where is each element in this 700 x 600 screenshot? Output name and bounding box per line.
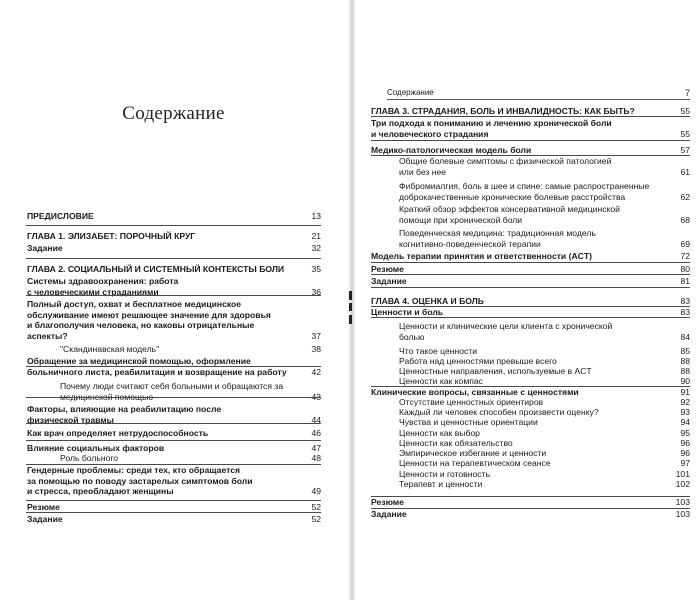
section-divider — [371, 155, 690, 156]
toc-entry-title: Резюме — [371, 497, 404, 507]
toc-entry-title: Как врач определяет нетрудоспособность — [27, 428, 209, 438]
toc-entry-page: 57 — [680, 145, 690, 155]
toc-entry-page: 94 — [680, 417, 690, 427]
toc-entry — [27, 243, 321, 254]
toc-entry-title: Ценностные направления, используемые в ACT — [399, 366, 592, 376]
toc-entry-title: ГЛАВА 2. СОЦИАЛЬНЫЙ И СИСТЕМНЫЙ КОНТЕКСТЫ БОЛИ — [27, 264, 285, 274]
toc-entry-title: Обращение за медицинской помощью, оформление — [27, 356, 251, 366]
toc-entry — [399, 407, 690, 418]
toc-entry — [371, 118, 690, 139]
toc-entry-page: 88 — [680, 356, 690, 366]
toc-entry-page: 46 — [311, 428, 321, 438]
toc-entry-title: Ценности на терапевтическом сеансе — [399, 458, 551, 468]
toc-entry-title: Задание — [27, 243, 63, 253]
toc-entry-title: когнитивно-поведенческой терапии — [399, 238, 541, 249]
toc-entry — [371, 106, 690, 117]
toc-entry — [399, 458, 690, 469]
toc-entry — [399, 397, 690, 408]
toc-entry-title: Медико-патологическая модель боли — [371, 145, 532, 155]
section-divider — [371, 496, 690, 497]
toc-entry-title: ГЛАВА 1. ЭЛИЗАБЕТ: ПОРОЧНЫЙ КРУГ — [27, 231, 196, 241]
toc-entry-page: 83 — [680, 307, 690, 317]
running-header-title: Содержание — [387, 88, 434, 97]
toc-entry — [399, 228, 690, 249]
toc-entry-title: Каждый ли человек способен произвести оценку? — [399, 407, 599, 417]
toc-entry-page: 84 — [680, 331, 690, 342]
toc-entry — [399, 366, 690, 377]
toc-entry-page: 21 — [311, 231, 321, 241]
section-divider — [371, 262, 690, 263]
toc-entry — [371, 264, 690, 275]
toc-entry-title: Модель терапии принятия и ответственности (ACT) — [371, 251, 592, 261]
toc-entry-title: ПРЕДИСЛОВИЕ — [27, 211, 94, 221]
section-divider — [371, 287, 690, 288]
toc-entry-page: 35 — [311, 264, 321, 274]
section-divider — [371, 508, 690, 509]
toc-entry — [399, 376, 690, 387]
toc-entry-title: Почему люди считают себя больными и обращаются за — [60, 381, 284, 391]
toc-entry-title: Ценности и готовность — [399, 469, 490, 479]
toc-entry-page: 52 — [311, 502, 321, 512]
section-divider — [371, 306, 690, 307]
toc-entry — [371, 307, 690, 318]
toc-entry-page: 102 — [675, 479, 690, 489]
toc-entry-page: 38 — [311, 344, 321, 354]
toc-entry — [399, 448, 690, 459]
toc-entry-page: 95 — [680, 428, 690, 438]
toc-entry-title: Полный доступ, охват и бесплатное медицинское — [27, 299, 242, 309]
toc-entry — [27, 502, 321, 513]
toc-entry-page: 101 — [675, 469, 690, 479]
toc-entry-title: аспекты? — [27, 330, 68, 341]
toc-entry-page: 81 — [680, 276, 690, 286]
toc-entry — [371, 387, 690, 398]
book-gutter — [347, 0, 356, 600]
toc-entry-title: Ценности как выбор — [399, 428, 480, 438]
toc-entry-title: и человеческого страдания — [371, 128, 489, 139]
toc-entry-title: Задание — [371, 276, 407, 286]
toc-entry-title: Резюме — [27, 502, 60, 512]
section-divider — [26, 295, 321, 296]
toc-entry-title: физической травмы — [27, 414, 115, 425]
toc-entry — [27, 465, 321, 497]
toc-entry-title: Фибромиалгия, боль в шее и спине: самые распространенные — [399, 181, 650, 191]
toc-entry — [60, 381, 321, 402]
toc-entry-title: Резюме — [371, 264, 404, 274]
toc-entry-title: Ценности как обязательство — [399, 438, 513, 448]
toc-entry-page: 96 — [680, 438, 690, 448]
toc-entry-page: 83 — [680, 296, 690, 306]
toc-entry — [399, 204, 690, 225]
toc-entry — [27, 276, 321, 297]
contents-title: Содержание — [122, 103, 225, 124]
toc-entry-title: с человеческими страданиями — [27, 286, 159, 297]
toc-entry-page: 103 — [675, 509, 690, 519]
section-divider — [26, 512, 321, 513]
toc-entry-page: 80 — [680, 264, 690, 274]
toc-entry-page: 90 — [680, 376, 690, 386]
toc-entry-title: и благополучия человека, но каковы отрицательные — [27, 320, 255, 330]
page-number: 7 — [684, 88, 690, 98]
toc-entry — [371, 509, 690, 520]
toc-entry-page: 32 — [311, 243, 321, 253]
toc-entry-page: 43 — [311, 391, 321, 402]
toc-entry-title: "Скандинавская модель" — [60, 344, 160, 354]
toc-entry — [399, 156, 690, 177]
toc-entry — [399, 346, 690, 357]
section-divider — [371, 116, 690, 117]
toc-entry-page: 92 — [680, 397, 690, 407]
toc-entry — [371, 145, 690, 156]
toc-entry-page: 42 — [311, 366, 321, 377]
section-divider — [26, 423, 321, 424]
toc-entry-title: Общие болевые симптомы с физической патологией — [399, 156, 612, 166]
toc-entry-title: Терапевт и ценности — [399, 479, 483, 489]
toc-entry-title: за помощью по поводу застарелых симптомов боли — [27, 475, 253, 486]
gutter-mark-bottom — [349, 315, 352, 324]
toc-entry — [27, 264, 321, 275]
toc-entry-title: ГЛАВА 4. ОЦЕНКА И БОЛЬ — [371, 296, 484, 306]
toc-entry-page: 55 — [680, 128, 690, 139]
toc-entry — [60, 453, 321, 464]
toc-entry — [399, 479, 690, 490]
toc-entry-title: больничного листа, реабилитация и возвращение на работу — [27, 366, 287, 377]
toc-entry — [27, 428, 321, 439]
toc-entry-title: Влияние социальных факторов — [27, 443, 165, 453]
section-divider — [371, 274, 690, 275]
toc-entry — [27, 299, 321, 341]
toc-entry-title: Чувства и ценностные ориентации — [399, 417, 538, 427]
toc-entry-title: помощи при хронической боли — [399, 214, 523, 225]
toc-entry-page: 85 — [680, 346, 690, 356]
toc-entry-title: Эмпирическое избегание и ценности — [399, 448, 547, 458]
toc-entry-title: ГЛАВА 3. СТРАДАНИЯ, БОЛЬ И ИНВАЛИДНОСТЬ: КАК БЫТЬ? — [371, 106, 635, 116]
toc-entry-title: Роль больного — [60, 453, 119, 463]
toc-entry-page: 72 — [680, 251, 690, 261]
toc-entry-title: Задание — [371, 509, 407, 519]
section-divider — [371, 140, 690, 141]
toc-entry — [399, 428, 690, 439]
section-divider — [371, 386, 690, 387]
toc-entry — [27, 404, 321, 425]
toc-entry — [399, 356, 690, 367]
toc-entry — [27, 231, 321, 242]
toc-entry — [27, 514, 321, 525]
toc-entry-title: Ценности как компас — [399, 376, 483, 386]
toc-entry — [371, 497, 690, 508]
section-divider — [26, 258, 321, 259]
toc-entry-title: Отсутствие ценностных ориентиров — [399, 397, 544, 407]
toc-entry-page: 49 — [311, 486, 321, 496]
toc-entry — [399, 181, 690, 202]
toc-entry-title: Клинические вопросы, связанные с ценностями — [371, 387, 579, 397]
toc-entry-title: обслуживание имеют решающее значение для здоровья — [27, 309, 271, 320]
section-divider — [26, 500, 321, 501]
toc-entry-title: Задание — [27, 514, 63, 524]
toc-entry-page: 55 — [680, 106, 690, 116]
section-divider — [26, 397, 321, 398]
toc-entry-title: Краткий обзор эффектов консервативной медицинской — [399, 204, 620, 214]
toc-entry-page: 37 — [311, 330, 321, 341]
toc-entry-title: Поведенческая медицина: традиционная модель — [399, 228, 596, 238]
toc-entry-page: 103 — [675, 497, 690, 507]
toc-entry-page: 52 — [311, 514, 321, 524]
gutter-mark-mid — [349, 303, 352, 311]
toc-entry-title: Гендерные проблемы: среди тех, кто обращается — [27, 465, 241, 475]
toc-entry — [371, 251, 690, 262]
toc-entry-page: 96 — [680, 448, 690, 458]
toc-entry-page: 62 — [680, 191, 690, 202]
toc-entry-title: доброкачественные хронические болевые расстройства — [399, 191, 626, 202]
toc-entry — [399, 321, 690, 342]
toc-entry — [60, 344, 321, 355]
section-divider — [26, 464, 321, 465]
toc-entry-page: 61 — [680, 166, 690, 177]
toc-entry — [399, 417, 690, 428]
toc-entry-page: 48 — [311, 453, 321, 463]
gutter-mark-top — [349, 291, 352, 300]
toc-entry-page: 93 — [680, 407, 690, 417]
section-divider — [26, 366, 321, 367]
toc-entry-page: 36 — [311, 286, 321, 297]
toc-entry-page: 13 — [311, 211, 321, 221]
toc-entry-title: медицинской помощью — [60, 391, 154, 402]
toc-entry-page: 69 — [680, 238, 690, 249]
toc-entry — [399, 469, 690, 480]
toc-entry — [371, 276, 690, 287]
toc-entry-title: Ценности и боль — [371, 307, 444, 317]
toc-entry — [399, 438, 690, 449]
toc-entry-title: Факторы, влияющие на реабилитацию после — [27, 404, 222, 414]
toc-entry-title: Что такое ценности — [399, 346, 478, 356]
toc-entry-title: болью — [399, 331, 425, 342]
toc-entry-title: Системы здравоохранения: работа — [27, 276, 179, 286]
toc-entry-page: 88 — [680, 366, 690, 376]
toc-entry-title: или без нее — [399, 166, 447, 177]
toc-entry-page: 97 — [680, 458, 690, 468]
toc-entry-title: Работа над ценностями превыше всего — [399, 356, 557, 366]
toc-entry — [27, 443, 321, 454]
toc-entry-page: 44 — [311, 414, 321, 425]
toc-entry-page: 91 — [680, 387, 690, 397]
toc-entry-page: 68 — [680, 214, 690, 225]
toc-entry-title: Три подхода к пониманию и лечению хронической боли — [371, 118, 612, 128]
section-divider — [371, 317, 690, 318]
toc-entry-title: и стресса, преобладают женщины — [27, 486, 174, 496]
section-divider — [26, 440, 321, 441]
running-header — [387, 87, 690, 100]
toc-entry-title: Ценности и клинические цели клиента с хронической — [399, 321, 613, 331]
toc-entry — [27, 211, 321, 222]
toc-entry-page: 47 — [311, 443, 321, 453]
section-divider — [26, 225, 321, 226]
toc-entry — [371, 296, 690, 307]
